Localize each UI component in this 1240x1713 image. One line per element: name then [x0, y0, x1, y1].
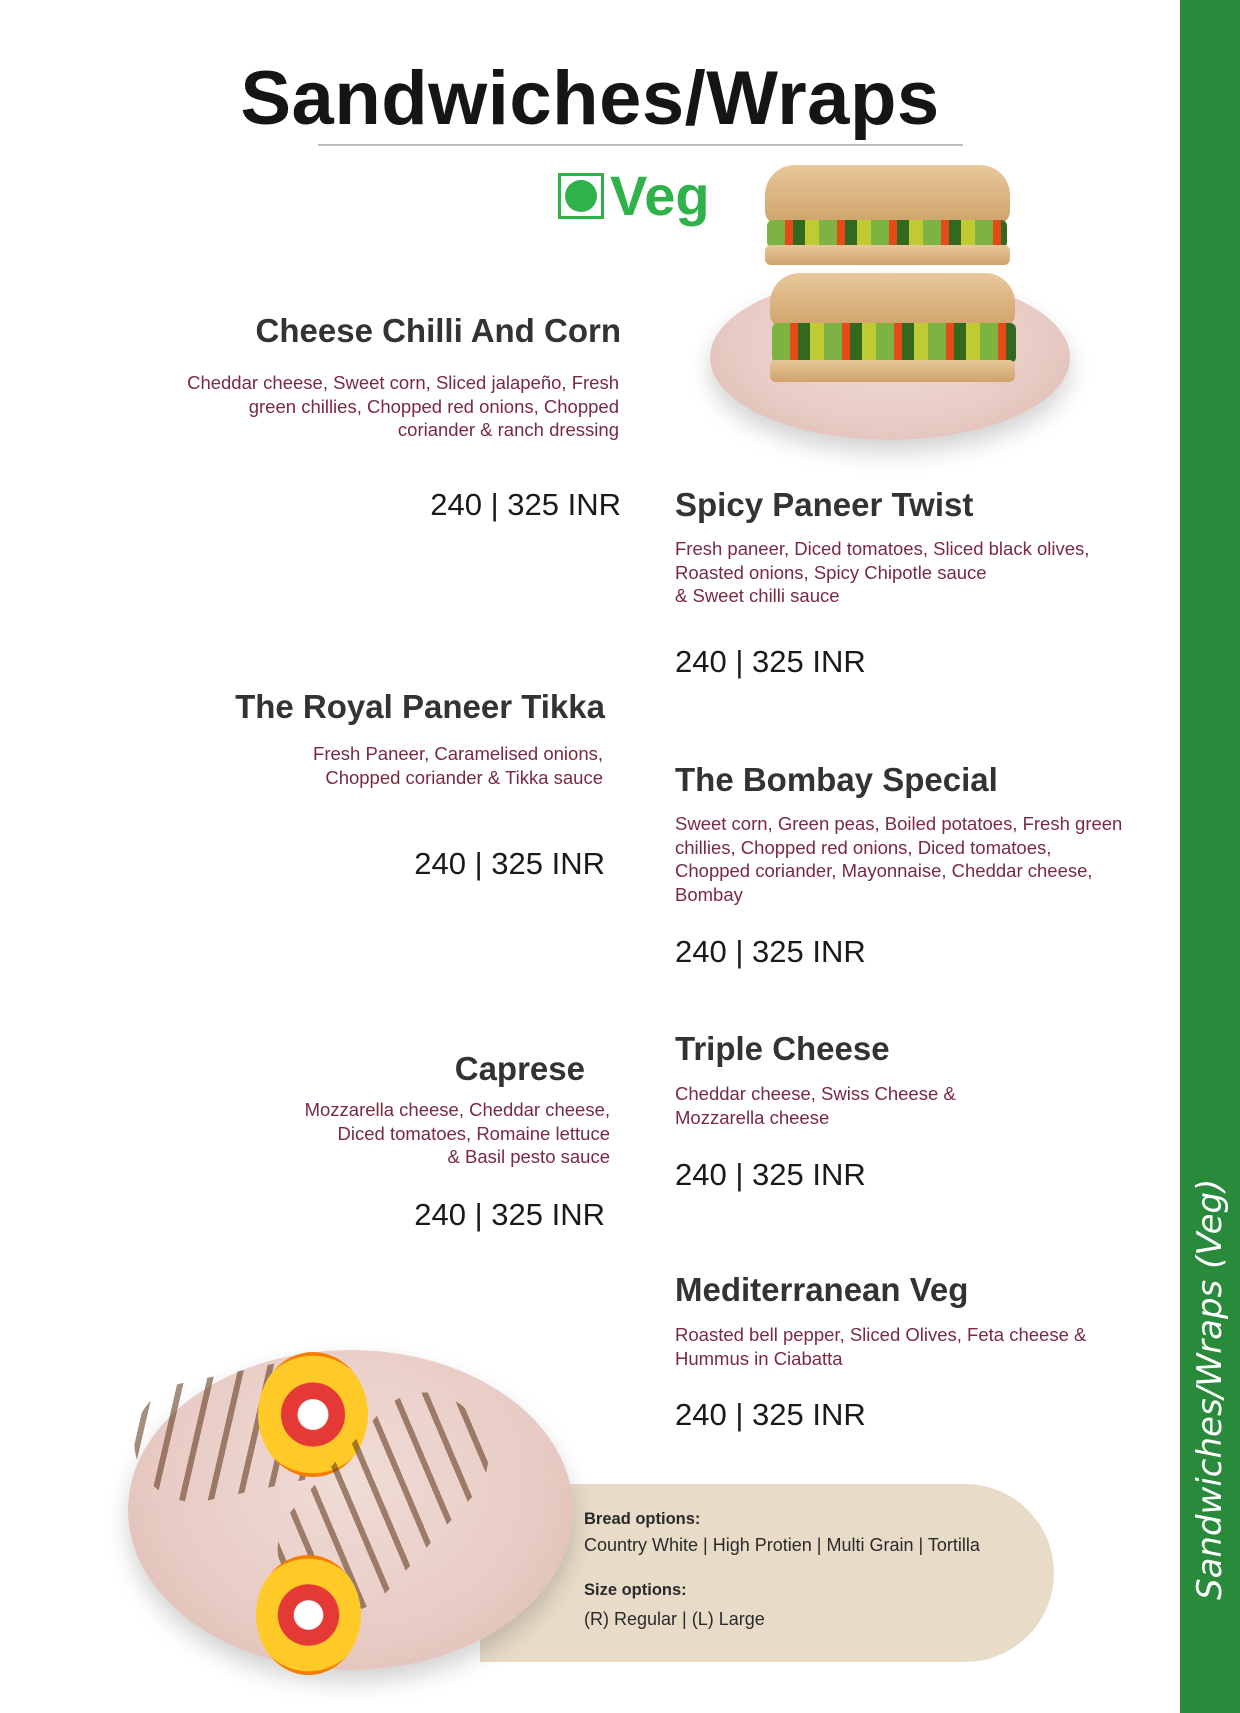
veg-symbol-icon: [558, 173, 604, 219]
menu-item-title: Cheese Chilli And Corn: [255, 312, 621, 349]
menu-item-description: Cheddar cheese, Sweet corn, Sliced jalapeño, Fresh green chillies, Chopped red onions, Chopped coriander & ranch dressing: [187, 372, 619, 440]
section-sidebar: [1180, 0, 1240, 1713]
menu-item-description: Roasted bell pepper, Sliced Olives, Feta cheese & Hummus in Ciabatta: [675, 1324, 1087, 1369]
menu-item-title: Caprese: [454, 1050, 585, 1087]
menu-item-title: Triple Cheese: [675, 1030, 890, 1067]
menu-item-title: Mediterranean Veg: [675, 1271, 969, 1308]
page-title: Sandwiches/Wraps: [240, 56, 940, 141]
menu-item-description: Sweet corn, Green peas, Boiled potatoes, Fresh green chillies, Chopped red onions, Diced tomatoes, Chopped coriander, Mayonnaise, Cheddar cheese, Bombay: [675, 813, 1123, 905]
menu-item-price: 240 | 325 INR: [675, 1397, 866, 1432]
menu-item-title: The Royal Paneer Tikka: [235, 688, 605, 725]
menu-item-price: 240 | 325 INR: [675, 1157, 866, 1192]
sidebar-label: Sandwiches/Wraps (Veg): [1190, 1178, 1230, 1600]
wrap-photo: [128, 1340, 578, 1680]
sandwich-photo: [705, 165, 1075, 465]
menu-item-price: 240 | 325 INR: [675, 934, 866, 969]
title-divider: [318, 144, 963, 146]
menu-item-title: Spicy Paneer Twist: [675, 486, 974, 523]
size-options-heading: Size options:: [584, 1581, 687, 1599]
menu-item-price: 240 | 325 INR: [414, 846, 605, 881]
menu-item-price: 240 | 325 INR: [414, 1197, 605, 1232]
menu-item-title: The Bombay Special: [675, 761, 998, 798]
menu-item-description: Cheddar cheese, Swiss Cheese & Mozzarella cheese: [675, 1083, 956, 1128]
menu-item-description: Mozzarella cheese, Cheddar cheese, Diced tomatoes, Romaine lettuce & Basil pesto sauce: [304, 1099, 610, 1167]
size-options-values: (R) Regular | (L) Large: [584, 1609, 765, 1629]
veg-label: Veg: [610, 164, 710, 227]
menu-item-price: 240 | 325 INR: [675, 644, 866, 679]
menu-item-price: 240 | 325 INR: [430, 487, 621, 522]
bread-options-heading: Bread options:: [584, 1510, 701, 1528]
menu-item-description: Fresh paneer, Diced tomatoes, Sliced black olives, Roasted onions, Spicy Chipotle sauce & Sweet chilli sauce: [675, 538, 1090, 606]
menu-item-description: Fresh Paneer, Caramelised onions, Chopped coriander & Tikka sauce: [313, 743, 603, 788]
bread-options-values: Country White | High Protien | Multi Grain | Tortilla: [584, 1535, 980, 1555]
veg-badge: [558, 164, 710, 227]
